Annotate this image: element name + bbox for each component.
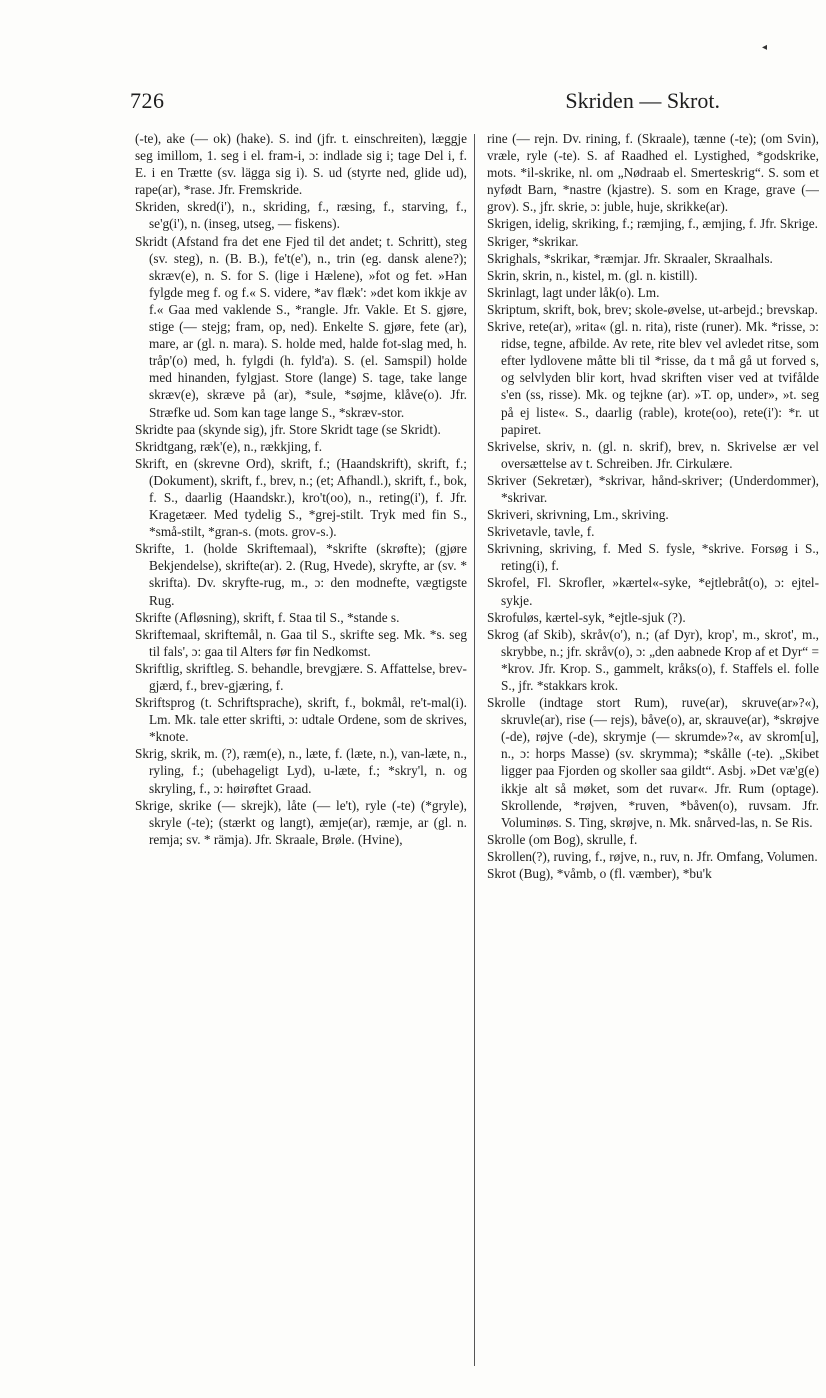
page-header [130,88,720,124]
entry: Skrighals, *skrikar, *ræmjar. Jfr. Skraaler, Skraalhals. [487,250,773,266]
entry: Skriden, skred(i'), n., skriding, f., ræsing, f., starving, f., se'g(i'), n. (inseg, utseg, — fiskens). [135,199,467,232]
entry: (-te), ake (— ok) (hake). S. ind (jfr. t. einschreiten), læggje seg imillom, 1. seg i el. fram-i, ɔ: indlade sig i; tage Del i, f. E. i en Trætte (sv. lägga sig i). S. ud (styrte ned, glide ud), rape(ar), *rase. Jfr. Fremskride. [135,131,467,198]
entry: Skrigen, idelig, skriking, f.; ræmjing, f., æmjing, f. Jfr. Skrige. [487,216,818,232]
entry: Skrolle (om Bog), skrulle, f. [487,831,638,847]
entry: Skrolle (indtage stort Rum), ruve(ar), skruve(ar»?«), skruvle(ar), rise (— rejs), båve(o), ar, skrauve(ar), *skrøjve (-de), røjve (-de), skrymje (— skrumde»?«, av skrom[u], n., ɔ: horps Masse) (sv. skrymma); *skålle (-te). „Skibet ligger paa Fjorden og skoller saa gildt“. Asbj. »Det væ'g(e) ikkje alt så møket, som det ruvar«. Jfr. Rum (optage). Skrollende, *røjven, *ruven, *båven(o), ruvsam. Jfr. Voluminøs. S. Ting, skrøjve, n. Mk. snårved-las, n. Se Ris. [487,695,819,830]
entry: Skriftsprog (t. Schriftsprache), skrift, f., bokmål, re't-mal(i). Lm. Mk. tale etter skrifti, ɔ: udtale Ordene, som de skrives, *knote. [135,695,467,745]
running-head: Skriden — Skrot. [565,88,720,113]
entry: Skridte paa (skynde sig), jfr. Store Skridt tage (se Skridt). [135,421,441,437]
entry: Skrin, skrin, n., kistel, m. (gl. n. kistill). [487,267,698,283]
page-number: 726 [130,88,165,113]
entry: Skridtgang, ræk'(e), n., rækkjing, f. [135,438,323,454]
entry: Skriftemaal, skriftemål, n. Gaa til S., skrifte seg. Mk. *s. seg til fals', ɔ: gaa til Alters før fin Nedkomst. [135,626,467,659]
entry: Skriveri, skrivning, Lm., skriving. [487,507,669,523]
corner-mark-icon: ◂ [762,42,768,53]
entry: Skrinlagt, lagt under låk(o). Lm. [487,284,660,300]
entry: Skridt (Afstand fra det ene Fjed til det andet; t. Schritt), steg (sv. steg), n. (B. B.), fe't(e'), n., trin (eg. dansk alene?); skræv(e), n. S. for S. (lige i Hælene), »fot og fet. »Han fylgde meg f. og f.« S. videre, *av flæk': »det kom ikkje av f.« Gaa med vaklende S., *rangle. Jfr. Vakle. Et S. gjøre, stige (— stejg; fram, op, ned). Enkelte S. gjøre, fete (ar), mare, ar (gl. n. mara). S. holde med, halde fot-slag med, h. tråp'(o) med, h. fylgdi (h. fyld'a). S. (el. Samspil) holde med hinanden, fylgjast. Store (lange) S. tage, take lange skræv(e), skræve på (ar), *sule, *søjme, klåve(o). Jfr. Stræfke ud. Som kan tage lange S., *skræv-stor. [135,233,467,420]
entry: Skriptum, skrift, bok, brev; skole-øvelse, ut-arbejd.; brevskap. [487,301,818,317]
entry: Skrivetavle, tavle, f. [487,524,595,540]
entry: Skrofel, Fl. Skrofler, »kærtel«-syke, *ejtlebråt(o), ɔ: ejtel-sykje. [487,575,819,608]
entry: Skriver (Sekretær), *skrivar, hånd-skriver; (Underdommer), *skrivar. [487,472,819,505]
column-divider [474,134,475,1366]
entry: Skrollen(?), ruving, f., røjve, n., ruv, n. Jfr. Omfang, Volumen. [487,848,818,864]
right-column [487,130,819,1370]
entry: rine (— rejn. Dv. rining, f. (Skraale), tænne (-te); (om Svin), vræle, ryle (-te). S. af Raadhed el. Lystighed, *godskrike, mots. *il-skrike, nl. om „Nødraab el. Smerteskrig“. S. som et nyfødt Barn, *nastre (kjastre). S. som en Krage, grave (— grov). S., jfr. skrie, ɔ: juble, huje, skrikke(ar). [487,131,819,215]
entry: Skrifte (Afløsning), skrift, f. Staa til S., *stande s. [135,609,400,625]
entry: Skrog (af Skib), skråv(o'), n.; (af Dyr), krop', m., skrot', m., skrybbe, n.; jfr. skråv(o), ɔ: „den aabnede Krop af et Dyr“ = *krov. Jfr. Krop. S., gammelt, kråks(o), f. Staffels el. folle S., jfr. *stakkars krok. [487,626,819,693]
entry: Skrive, rete(ar), »rita« (gl. n. rita), riste (runer). Mk. *risse, ɔ: ridse, tegne, afbilde. Av rete, rite blev vel avledet ritse, som efter lydlovene måtte bli til *risse, da t må gå ut forved s, og selvlyden blir kort, hvad skriften viser ved at tvifålde s'en (ss, risse). Mk. og tejkne (ar). »T. op, under», »t. seg på ej liste«. S., daarlig (rable), krote(oo), rete(i'): *r. ut papiret. [487,319,819,437]
entry: Skrivelse, skriv, n. (gl. n. skrif), brev, n. Skrivelse ær vel oversættelse av t. Schreiben. Jfr. Cirkulære. [487,438,819,471]
entry: Skrifte, 1. (holde Skriftemaal), *skrifte (skrøfte); (gjøre Bekjendelse), skrifte(ar). 2. (Rug, Hvede), skryfte, ar (sv. * skrifta). Dv. skryfte-rug, m., ɔ: den modnefte, vægtigste Rug. [135,541,467,608]
entry: Skrift, en (skrevne Ord), skrift, f.; (Haandskrift), skrift, f.; (Dokument), skrift, f., brev, n.; (et; Afhandl.), skrift, f., bok, f. S., daarlig (Haandskr.), kro't(oo), n., reting(i'), f. Jfr. Kragetæer. Med tydelig S., *grej-stilt. Tryk med fin S., *små-stilt, *gran-s. (mots. grov-s.). [135,455,467,540]
entry: Skrige, skrike (— skrejk), låte (— le't), ryle (-te) (*gryle), skryle (-te); (stærkt og langt), æmje(ar), ræmje, ar (gl. n. remja; sv. * rämja). Jfr. Skraale, Brøle. (Hvine), [135,797,467,847]
left-column [135,130,467,1370]
entry: Skrofuløs, kærtel-syk, *ejtle-sjuk (?). [487,609,686,625]
entry: Skrivning, skriving, f. Med S. fysle, *skrive. Forsøg i S., reting(i), f. [487,541,819,574]
entry: Skrot (Bug), *våmb, o (fl. væmber), *bu'k [487,866,712,882]
entry: Skriger, *skrikar. [487,233,579,249]
entry: Skriftlig, skriftleg. S. behandle, brevgjære. S. Affattelse, brev-gjærd, f., brev-gjæring, f. [135,660,467,693]
entry: Skrig, skrik, m. (?), ræm(e), n., læte, f. (læte, n.), van-læte, n., ryling, f.; (ubehageligt Lyd), u-læte, f.; *skry'l, n. og skryling, f., ɔ: høirøftet Graad. [135,746,467,796]
